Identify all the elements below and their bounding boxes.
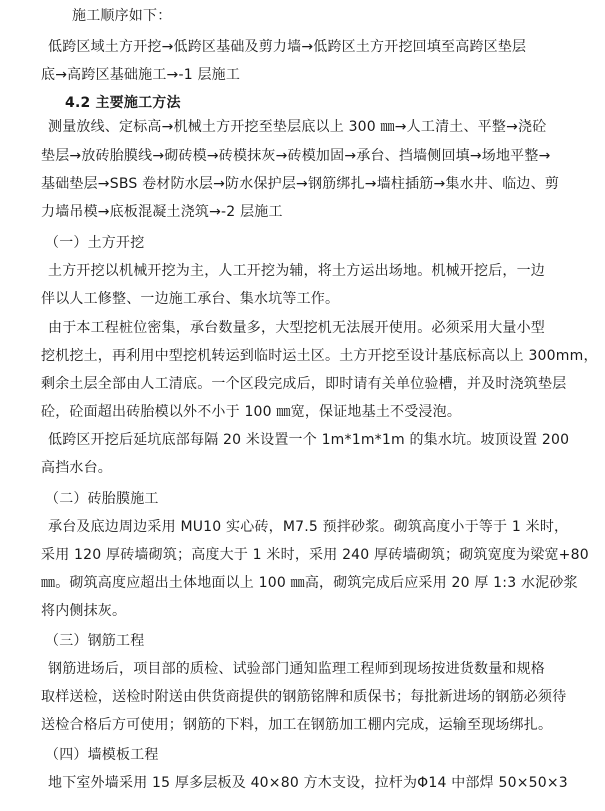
paragraph-line: 取样送检，送检时附送由供货商提供的钢筋铭牌和质保书；每批新进场的钢筋必须待 — [41, 689, 567, 705]
section-title: 4.2 主要施工方法 — [65, 95, 181, 111]
subsection-title: （四）墙模板工程 — [45, 747, 159, 763]
paragraph-line: 承台及底边周边采用 MU10 实心砖，M7.5 预拌砂浆。砌筑高度小于等于 1 米时， — [48, 519, 569, 535]
paragraph-line: 由于本工程桩位密集，承台数量多，大型挖机无法展开使用。必须采用大量小型 — [48, 320, 545, 336]
paragraph-line: 送检合格后方可使用；钢筋的下料，加工在钢筋加工棚内完成，运输至现场绑扎。 — [41, 717, 553, 733]
intro-heading: 施工顺序如下： — [72, 8, 172, 24]
paragraph-line: 伴以人工修整、一边施工承台、集水坑等工作。 — [41, 291, 340, 307]
paragraph-line: 高挡水台。 — [41, 460, 112, 476]
paragraph-line: 采用 120 厚砖墙砌筑；高度大于 1 米时，采用 240 厚砖墙砌筑；砌筑宽度为梁宽+80 — [41, 547, 589, 563]
paragraph-line: ㎜。砌筑高度应超出土体地面以上 100 ㎜高，砌筑完成后应采用 20 厚 1:3 水泥砂浆 — [41, 575, 578, 591]
sequence-line: 底→高跨区基础施工→-1 层施工 — [41, 67, 241, 83]
paragraph-line: 砼，砼面超出砖胎模以外不小于 100 ㎜宽，保证地基土不受浸泡。 — [41, 404, 462, 420]
paragraph-line: 力墙吊模→底板混凝土浇筑→-2 层施工 — [41, 204, 283, 220]
paragraph-line: 测量放线、定标高→机械土方开挖至垫层底以上 300 ㎜→人工清土、平整→浇砼 — [48, 119, 547, 135]
subsection-title: （三）钢筋工程 — [45, 633, 145, 649]
paragraph-line: 挖机挖土，再利用中型挖机转运到临时运土区。土方开挖至设计基底标高以上 300mm， — [41, 348, 598, 364]
subsection-title: （二）砖胎膜施工 — [45, 491, 159, 507]
paragraph-line: 地下室外墙采用 15 厚多层板及 40×80 方木支设，拉杆为Φ14 中部焊 50×50×3 — [48, 775, 568, 791]
paragraph-line: 土方开挖以机械开挖为主，人工开挖为辅，将土方运出场地。机械开挖后，一边 — [48, 263, 545, 279]
paragraph-line: 将内侧抹灰。 — [41, 603, 127, 619]
paragraph-line: 剩余土层全部由人工清底。一个区段完成后，即时请有关单位验槽，并及时浇筑垫层 — [41, 376, 567, 392]
paragraph-line: 基础垫层→SBS 卷材防水层→防水保护层→钢筋绑扎→墙柱插筋→集水井、临边、剪 — [41, 176, 560, 192]
paragraph-line: 低跨区开挖后延坑底部每隔 20 米设置一个 1m*1m*1m 的集水坑。坡顶设置 200 — [48, 432, 570, 448]
sequence-line: 低跨区域土方开挖→低跨区基础及剪力墙→低跨区土方开挖回填至高跨区垫层 — [48, 39, 527, 55]
subsection-title: （一）土方开挖 — [45, 235, 145, 251]
paragraph-line: 垫层→放砖胎膜线→砌砖模→砖模抹灰→砖模加固→承台、挡墙侧回填→场地平整→ — [41, 148, 551, 164]
paragraph-line: 钢筋进场后，项目部的质检、试验部门通知监理工程师到现场按进货数量和规格 — [48, 661, 545, 677]
